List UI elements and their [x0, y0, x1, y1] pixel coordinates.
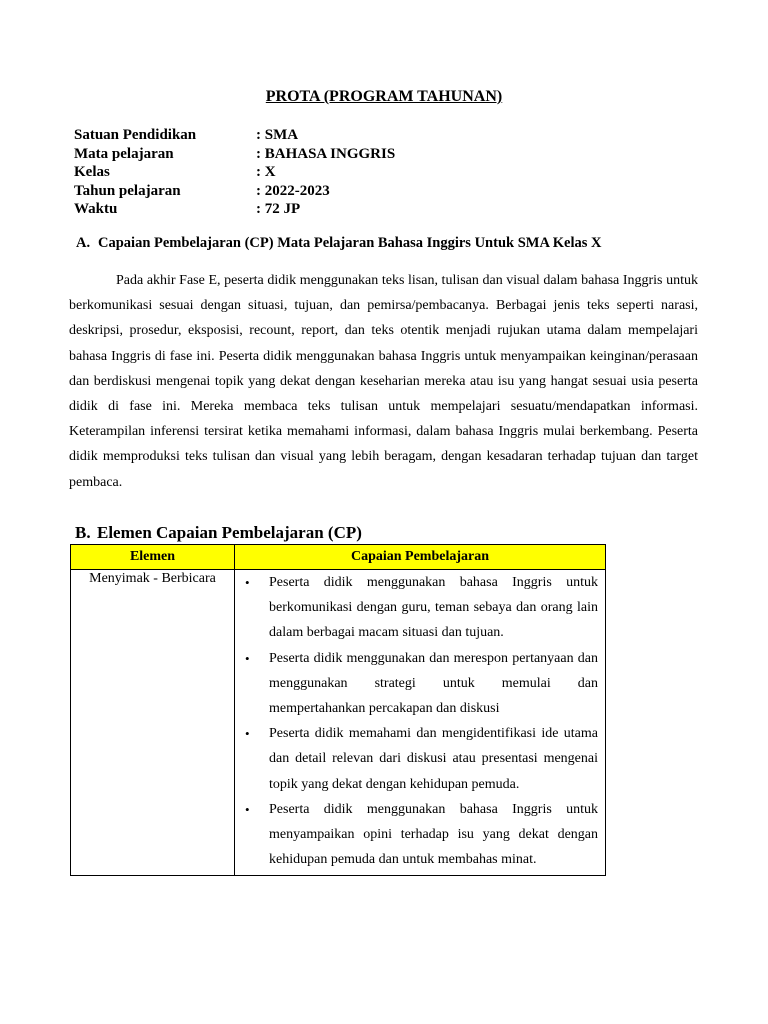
section-a-number: A.	[76, 235, 91, 251]
list-item	[245, 721, 598, 797]
meta-value: : 2022-2023	[256, 182, 330, 199]
cp-list	[235, 570, 605, 875]
meta-row-kelas	[74, 163, 395, 182]
bullet-icon: •	[245, 726, 250, 742]
meta-value: : SMA	[256, 127, 299, 143]
cell-elemen: Menyimak - Berbicara	[71, 570, 235, 876]
section-b-title: Elemen Capaian Pembelajaran (CP)	[97, 523, 362, 542]
bullet-icon: •	[245, 575, 250, 590]
meta-row-tahun	[74, 182, 395, 201]
list-item	[245, 797, 598, 873]
meta-row-waktu	[74, 200, 395, 219]
meta-value: : X	[256, 164, 276, 180]
cp-table	[70, 544, 606, 876]
list-item-text: Peserta didik memahami dan mengidentifikasi ide utama dan detail relevan dari diskusi atau presentasi mengenai topik yang dekat dengan kehidupan pemuda.	[269, 726, 598, 792]
section-a-heading	[76, 235, 601, 252]
meta-row-mapel	[74, 145, 395, 164]
meta-label: Waktu	[74, 201, 118, 217]
table-header-row	[71, 545, 606, 570]
bullet-icon: •	[245, 801, 250, 817]
list-item	[245, 646, 598, 722]
section-a-paragraph: Pada akhir Fase E, peserta didik menggunakan teks lisan, tulisan dan visual dalam bahasa Inggris untuk berkomunikasi sesuai dengan situasi, tujuan, dan pemirsa/pembacanya. Berbagai jenis teks seperti narasi, deskripsi, prosedur, eksposisi, recount, report, dan teks otentik menjadi rujukan utama dalam mempelajari bahasa Inggris di fase ini. Peserta didik menggunakan bahasa Inggris untuk menyampaikan keinginan/perasaan dan berdiskusi mengenai topik yang dekat dengan keseharian mereka atau isu yang hangat sesuai usia peserta didik di fase ini. Mereka membaca teks tulisan untuk mempelajari sesuatu/mendapatkan informasi. Keterampilan inferensi tersirat ketika memahami informasi, dalam bahasa Inggris mulai berkembang. Peserta didik memproduksi teks tulisan dan visual yang lebih beragam, dengan kesadaran terhadap tujuan dan target pembaca.	[69, 273, 698, 490]
section-b-heading	[75, 523, 362, 543]
header-elemen: Elemen	[71, 545, 235, 570]
meta-label: Satuan Pendidikan	[74, 127, 197, 143]
meta-row-satuan	[74, 126, 395, 145]
list-item-text: Peserta didik menggunakan bahasa Inggris untuk menyampaikan opini terhadap isu yang dekat dengan kehidupan pemuda dan untuk membahas minat.	[269, 801, 598, 868]
bullet-icon: •	[245, 650, 250, 666]
document-title: PROTA (PROGRAM TAHUNAN)	[265, 88, 503, 105]
meta-value: : BAHASA INGGRIS	[256, 145, 396, 162]
list-item-text: Peserta didik menggunakan dan merespon pertanyaan dan menggunakan strategi untuk memulai dan mempertahankan percakapan dan diskusi	[269, 650, 598, 717]
document-meta	[74, 126, 395, 219]
meta-value: : 72 JP	[256, 201, 301, 217]
table-row	[71, 570, 606, 876]
section-b-number: B.	[75, 523, 91, 542]
meta-label: Tahun pelajaran	[74, 182, 181, 199]
list-item	[245, 570, 598, 646]
meta-label: Kelas	[74, 164, 110, 180]
meta-label: Mata pelajaran	[74, 145, 174, 162]
header-capaian: Capaian Pembelajaran	[235, 545, 606, 570]
cell-capaian	[235, 570, 606, 876]
list-item-text: Peserta didik menggunakan bahasa Inggris untuk berkomunikasi dengan guru, teman sebaya dan orang lain dalam berbagai macam situasi dan tujuan.	[269, 575, 598, 641]
section-a-title: Capaian Pembelajaran (CP) Mata Pelajaran Bahasa Inggirs Untuk SMA Kelas X	[98, 235, 602, 251]
